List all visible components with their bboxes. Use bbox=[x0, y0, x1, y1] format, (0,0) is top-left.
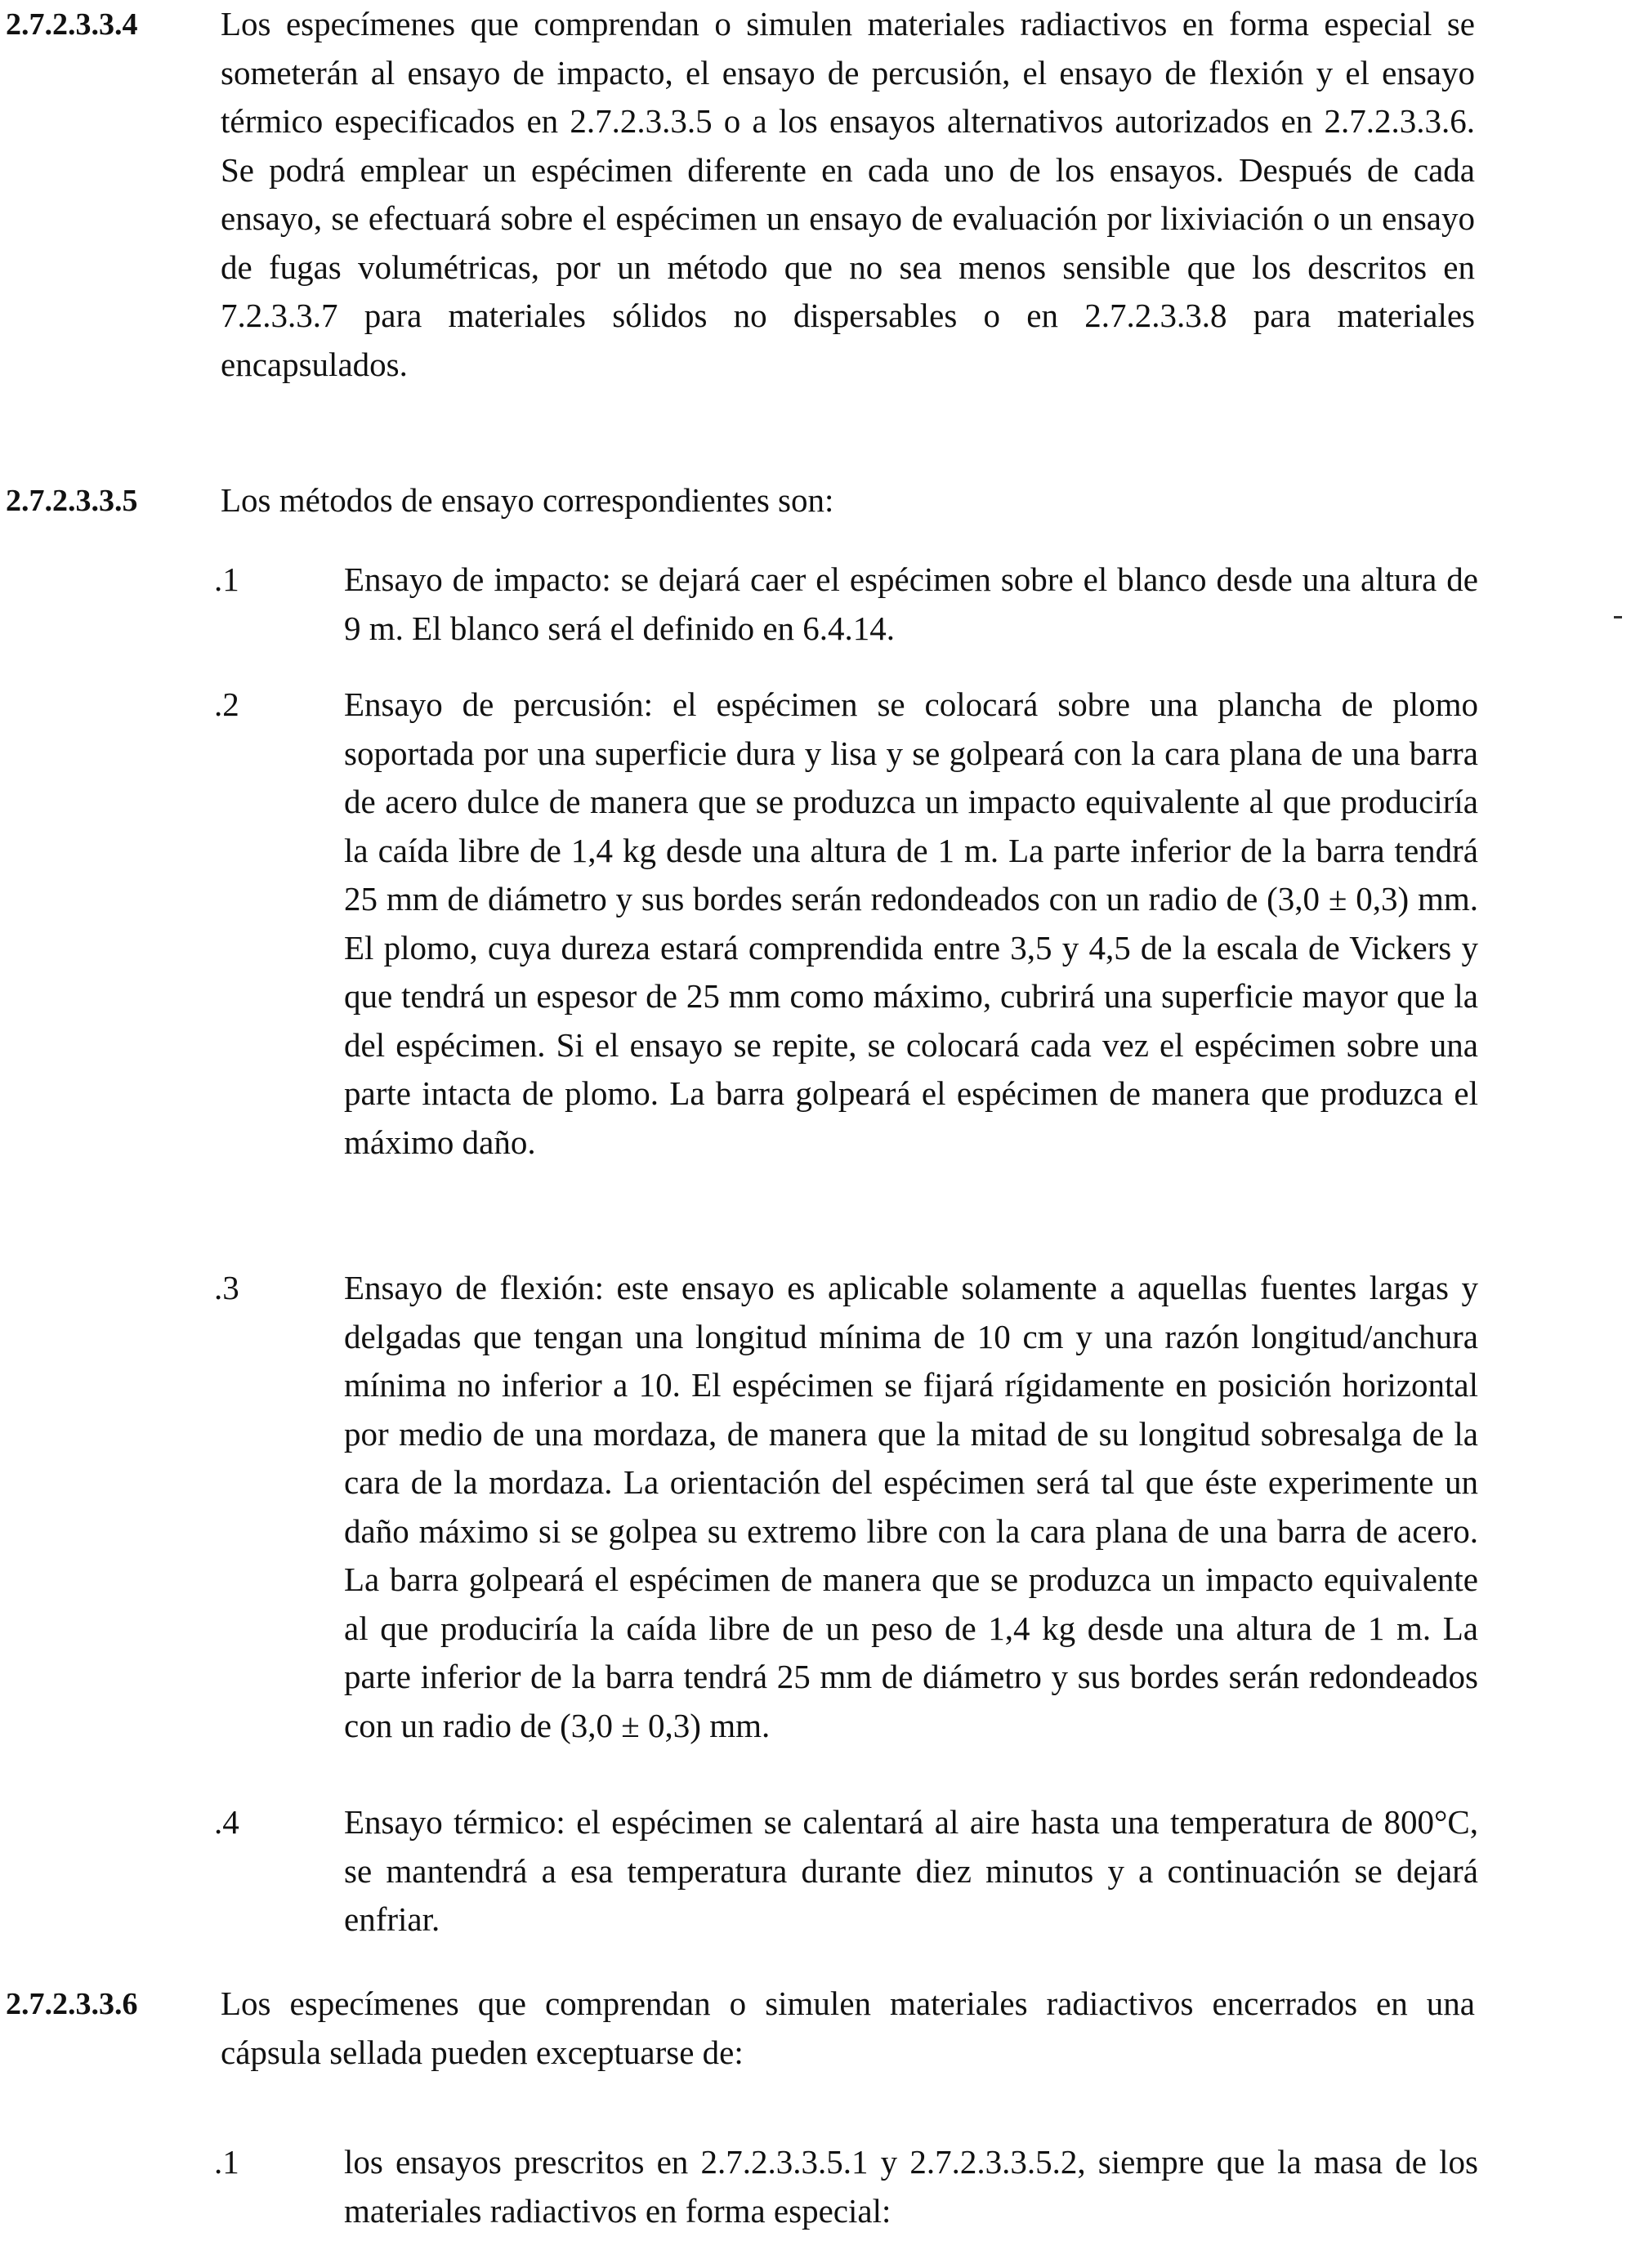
section-number: 2.7.2.3.3.5 bbox=[6, 484, 138, 518]
list-item-number: .2 bbox=[214, 685, 239, 723]
section-paragraph: Los métodos de ensayo correspondientes son: bbox=[221, 481, 834, 519]
scan-mark bbox=[1614, 616, 1622, 618]
list-item-text: los ensayos prescritos en 2.7.2.3.3.5.1 y 2.7.2.3.3.5.2, siempre que la masa de los materiales radiactivos en forma especial: bbox=[344, 2143, 1478, 2230]
list-item-number: .3 bbox=[214, 1269, 239, 1306]
list-item-text: Ensayo de impacto: se dejará caer el espécimen sobre el blanco desde una altura de 9 m. El blanco será el definido en 6.4.14. bbox=[344, 560, 1478, 647]
list-item-text: Ensayo de percusión: el espécimen se colocará sobre una plancha de plomo soportada por una superficie dura y lisa y se golpeará con la cara plana de una barra de acero dulce de manera que se produzca un impacto equivalente al que produciría la caída libre de 1,4 kg desde una altura de 1 m. La parte inferior de la barra tendrá 25 mm de diámetro y sus bordes serán redondeados con un radio de (3,0 ± 0,3) mm. El plomo, cuya dureza estará comprendida entre 3,5 y 4,5 de la escala de Vickers y que tendrá un espesor de 25 mm como máximo, cubrirá una superficie mayor que la del espécimen. Si el ensayo se repite, se colocará cada vez el espécimen sobre una parte intacta de plomo. La barra golpeará el espécimen de manera que produzca el máximo daño. bbox=[344, 685, 1478, 1161]
section-paragraph: Los especímenes que comprendan o simulen materiales radiactivos encerrados en una cápsula sellada pueden exceptuarse de: bbox=[221, 1984, 1475, 2071]
section-number: 2.7.2.3.3.6 bbox=[6, 1987, 138, 2021]
list-item-number: .4 bbox=[214, 1803, 239, 1841]
list-item-text: Ensayo térmico: el espécimen se calentará al aire hasta una temperatura de 800°C, se mantendrá a esa temperatura durante diez minutos y a continuación se dejará enfriar. bbox=[344, 1803, 1478, 1938]
list-item-number: .1 bbox=[214, 560, 239, 598]
section-number: 2.7.2.3.3.4 bbox=[6, 7, 138, 42]
section-paragraph: Los especímenes que comprendan o simulen materiales radiactivos en forma especial se someterán al ensayo de impacto, el ensayo de percusión, el ensayo de flexión y el ensayo térmico especificados en 2.7.2.3.3.5 o a los ensayos alternativos autorizados en 2.7.2.3.3.6. Se podrá emplear un espécimen diferente en cada uno de los ensayos. Después de cada ensayo, se efectuará sobre el espécimen un ensayo de evaluación por lixiviación o un ensayo de fugas volumétricas, por un método que no sea menos sensible que los descritos en 7.2.3.3.7 para materiales sólidos no dispersables o en 2.7.2.3.3.8 para materiales encapsulados. bbox=[221, 5, 1475, 383]
list-item-number: .1 bbox=[214, 2143, 239, 2181]
list-item-text: Ensayo de flexión: este ensayo es aplicable solamente a aquellas fuentes largas y delgadas que tengan una longitud mínima de 10 cm y una razón longitud/anchura mínima no inferior a 10. El espécimen se fijará rígidamente en posición horizontal por medio de una mordaza, de manera que la mitad de su longitud sobresalga de la cara de la mordaza. La orientación del espécimen será tal que éste experimente un daño máximo si se golpea su extremo libre con la cara plana de una barra de acero. La barra golpeará el espécimen de manera que se produzca un impacto equivalente al que produciría la caída libre de un peso de 1,4 kg desde una altura de 1 m. La parte inferior de la barra tendrá 25 mm de diámetro y sus bordes serán redondeados con un radio de (3,0 ± 0,3) mm. bbox=[344, 1269, 1478, 1744]
